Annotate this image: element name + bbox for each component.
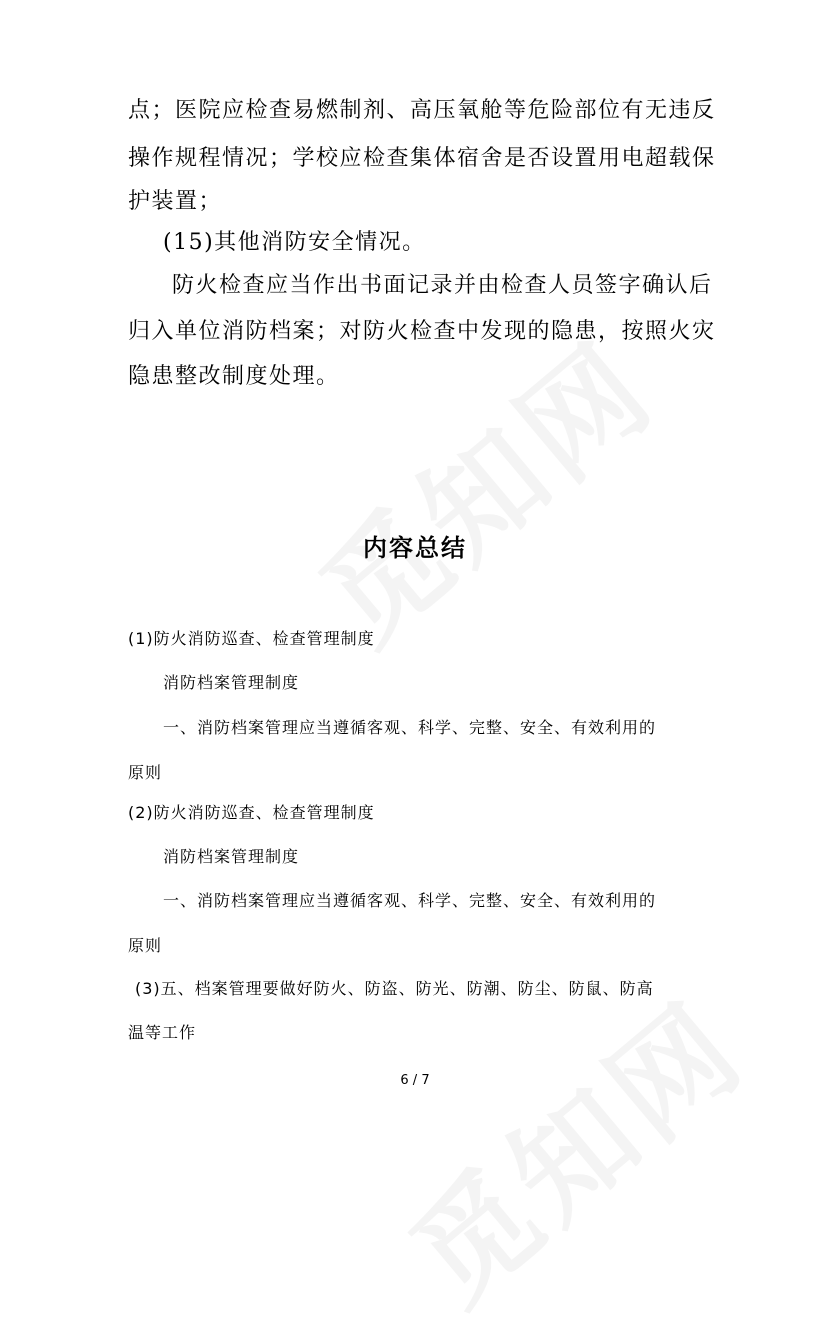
- paragraph-line: 归入单位消防档案；对防火检查中发现的隐患，按照火灾: [128, 319, 716, 344]
- paragraph-line: 护装置；: [128, 189, 223, 214]
- summary-item-text: 原则: [128, 763, 163, 782]
- summary-title: 内容总结: [363, 534, 467, 562]
- paragraph-line: 防火检查应当作出书面记录并由检查人员签字确认后: [172, 273, 713, 298]
- paragraph-line: 点；医院应检查易燃制剂、高压氧舱等危险部位有无违反: [128, 98, 716, 123]
- paragraph-line: (15)其他消防安全情况。: [163, 230, 426, 255]
- summary-item-text: 一、消防档案管理应当遵循客观、科学、完整、安全、有效利用的: [163, 718, 657, 737]
- summary-item-text: 温等工作: [128, 1023, 197, 1042]
- summary-item-text: (3)五、档案管理要做好防火、防盗、防光、防潮、防尘、防鼠、防高: [135, 979, 654, 998]
- summary-item-text: 原则: [128, 936, 163, 955]
- watermark-text: [280, 297, 685, 676]
- summary-item-text: 一、消防档案管理应当遵循客观、科学、完整、安全、有效利用的: [163, 891, 657, 910]
- page-number: 6 / 7: [400, 1073, 430, 1088]
- summary-item-subheading: 消防档案管理制度: [163, 673, 300, 692]
- summary-item-heading: (1)防火消防巡查、检查管理制度: [128, 629, 375, 648]
- paragraph-line: 操作规程情况；学校应检查集体宿舍是否设置用电超载保: [128, 146, 716, 171]
- summary-item-heading: (2)防火消防巡查、检查管理制度: [128, 803, 375, 822]
- summary-item-subheading: 消防档案管理制度: [163, 847, 300, 866]
- paragraph-line: 隐患整改制度处理。: [128, 364, 340, 389]
- watermark-text-bottom: [370, 957, 775, 1335]
